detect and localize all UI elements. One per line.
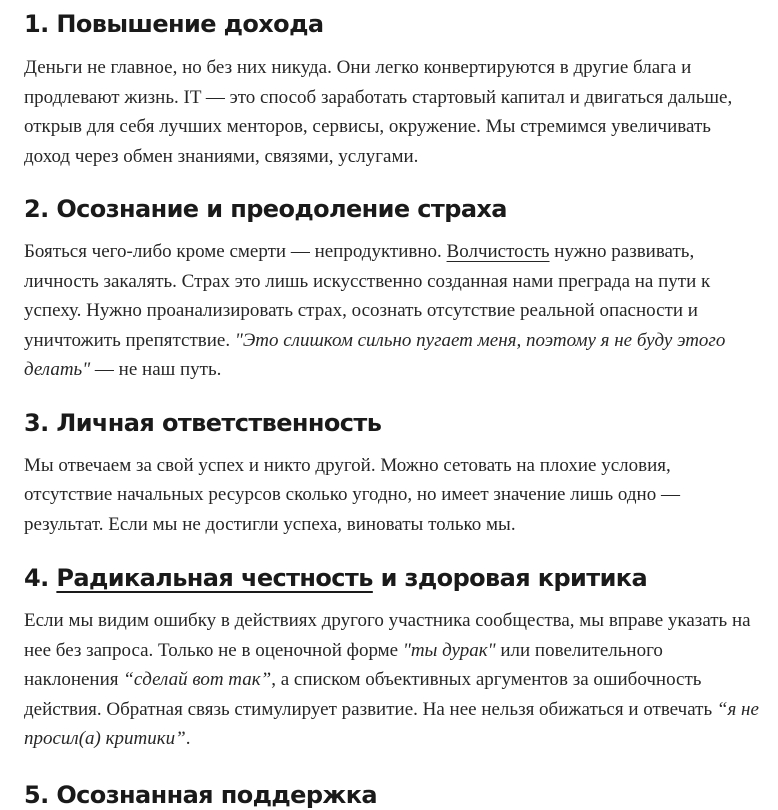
link-volchistost[interactable]: Волчистость (446, 241, 550, 262)
section-heading: 1. Повышение дохода (24, 10, 324, 38)
section-responsibility (24, 408, 778, 540)
section-heading: 5. Осознанная поддержка (24, 780, 377, 809)
paragraph-text: , а списком объективных аргументов за ошибочность действия. Обратная связь стимулирует развитие. На нее нельзя обижаться и отвечать (24, 669, 717, 720)
quote-text: “я не просил(а) критики” (24, 698, 759, 749)
section-paragraph: Мы отвечаем за свой успех и никто другой. Можно сетовать на плохие условия, отсутствие начальных ресурсов сколько угодно, но имеет значение лишь одно — результат. Если мы не достигли успеха, виноваты только мы. (24, 454, 680, 535)
quote-text: "Это слишком сильно пугает меня, поэтому я не буду этого делать" (24, 329, 726, 380)
section-paragraph (24, 606, 759, 754)
section-support (24, 780, 778, 810)
quote-text: “сделай вот так” (123, 669, 272, 690)
section-fear (24, 194, 778, 385)
heading-text: 4. (24, 564, 57, 592)
section-paragraph (24, 237, 759, 385)
paragraph-text: — не наш путь. (90, 359, 222, 380)
paragraph-text: Если мы видим ошибку в действиях другого участника сообщества, мы вправе указать на нее без запроса. Только не в оценочной форме (24, 610, 751, 661)
heading-text: и здоровая критика (372, 564, 648, 592)
quote-text: "ты дурак" (402, 639, 496, 661)
paragraph-text: Бояться чего-либо кроме смерти — непродуктивно. (24, 241, 447, 262)
section-honesty (24, 563, 778, 754)
section-paragraph: Деньги не главное, но без них никуда. Они легко конвертируются в другие блага и продлевают жизнь. IT — это способ заработать стартовый капитал и двигаться дальше, открыв для себя лучших менторов, сервисы, окружение. Мы стремимся увеличивать доход через обмен знаниями, связями, услугами. (24, 57, 733, 167)
paragraph-text: нужно развивать, личность закалять. Страх это лишь искусственно созданная нами преграда на пути к успеху. Нужно проанализировать страх, осознать отсутствие реальной опасности и уничтожить препятствие. (24, 241, 711, 351)
section-income (24, 0, 778, 171)
section-heading (24, 563, 778, 593)
section-heading: 2. Осознание и преодоление страха (24, 195, 507, 223)
section-heading: 3. Личная ответственность (24, 408, 382, 437)
paragraph-text: или повелительного наклонения (24, 639, 663, 690)
link-radical-honesty[interactable]: Радикальная честность (56, 564, 373, 592)
paragraph-text: . (185, 728, 191, 749)
